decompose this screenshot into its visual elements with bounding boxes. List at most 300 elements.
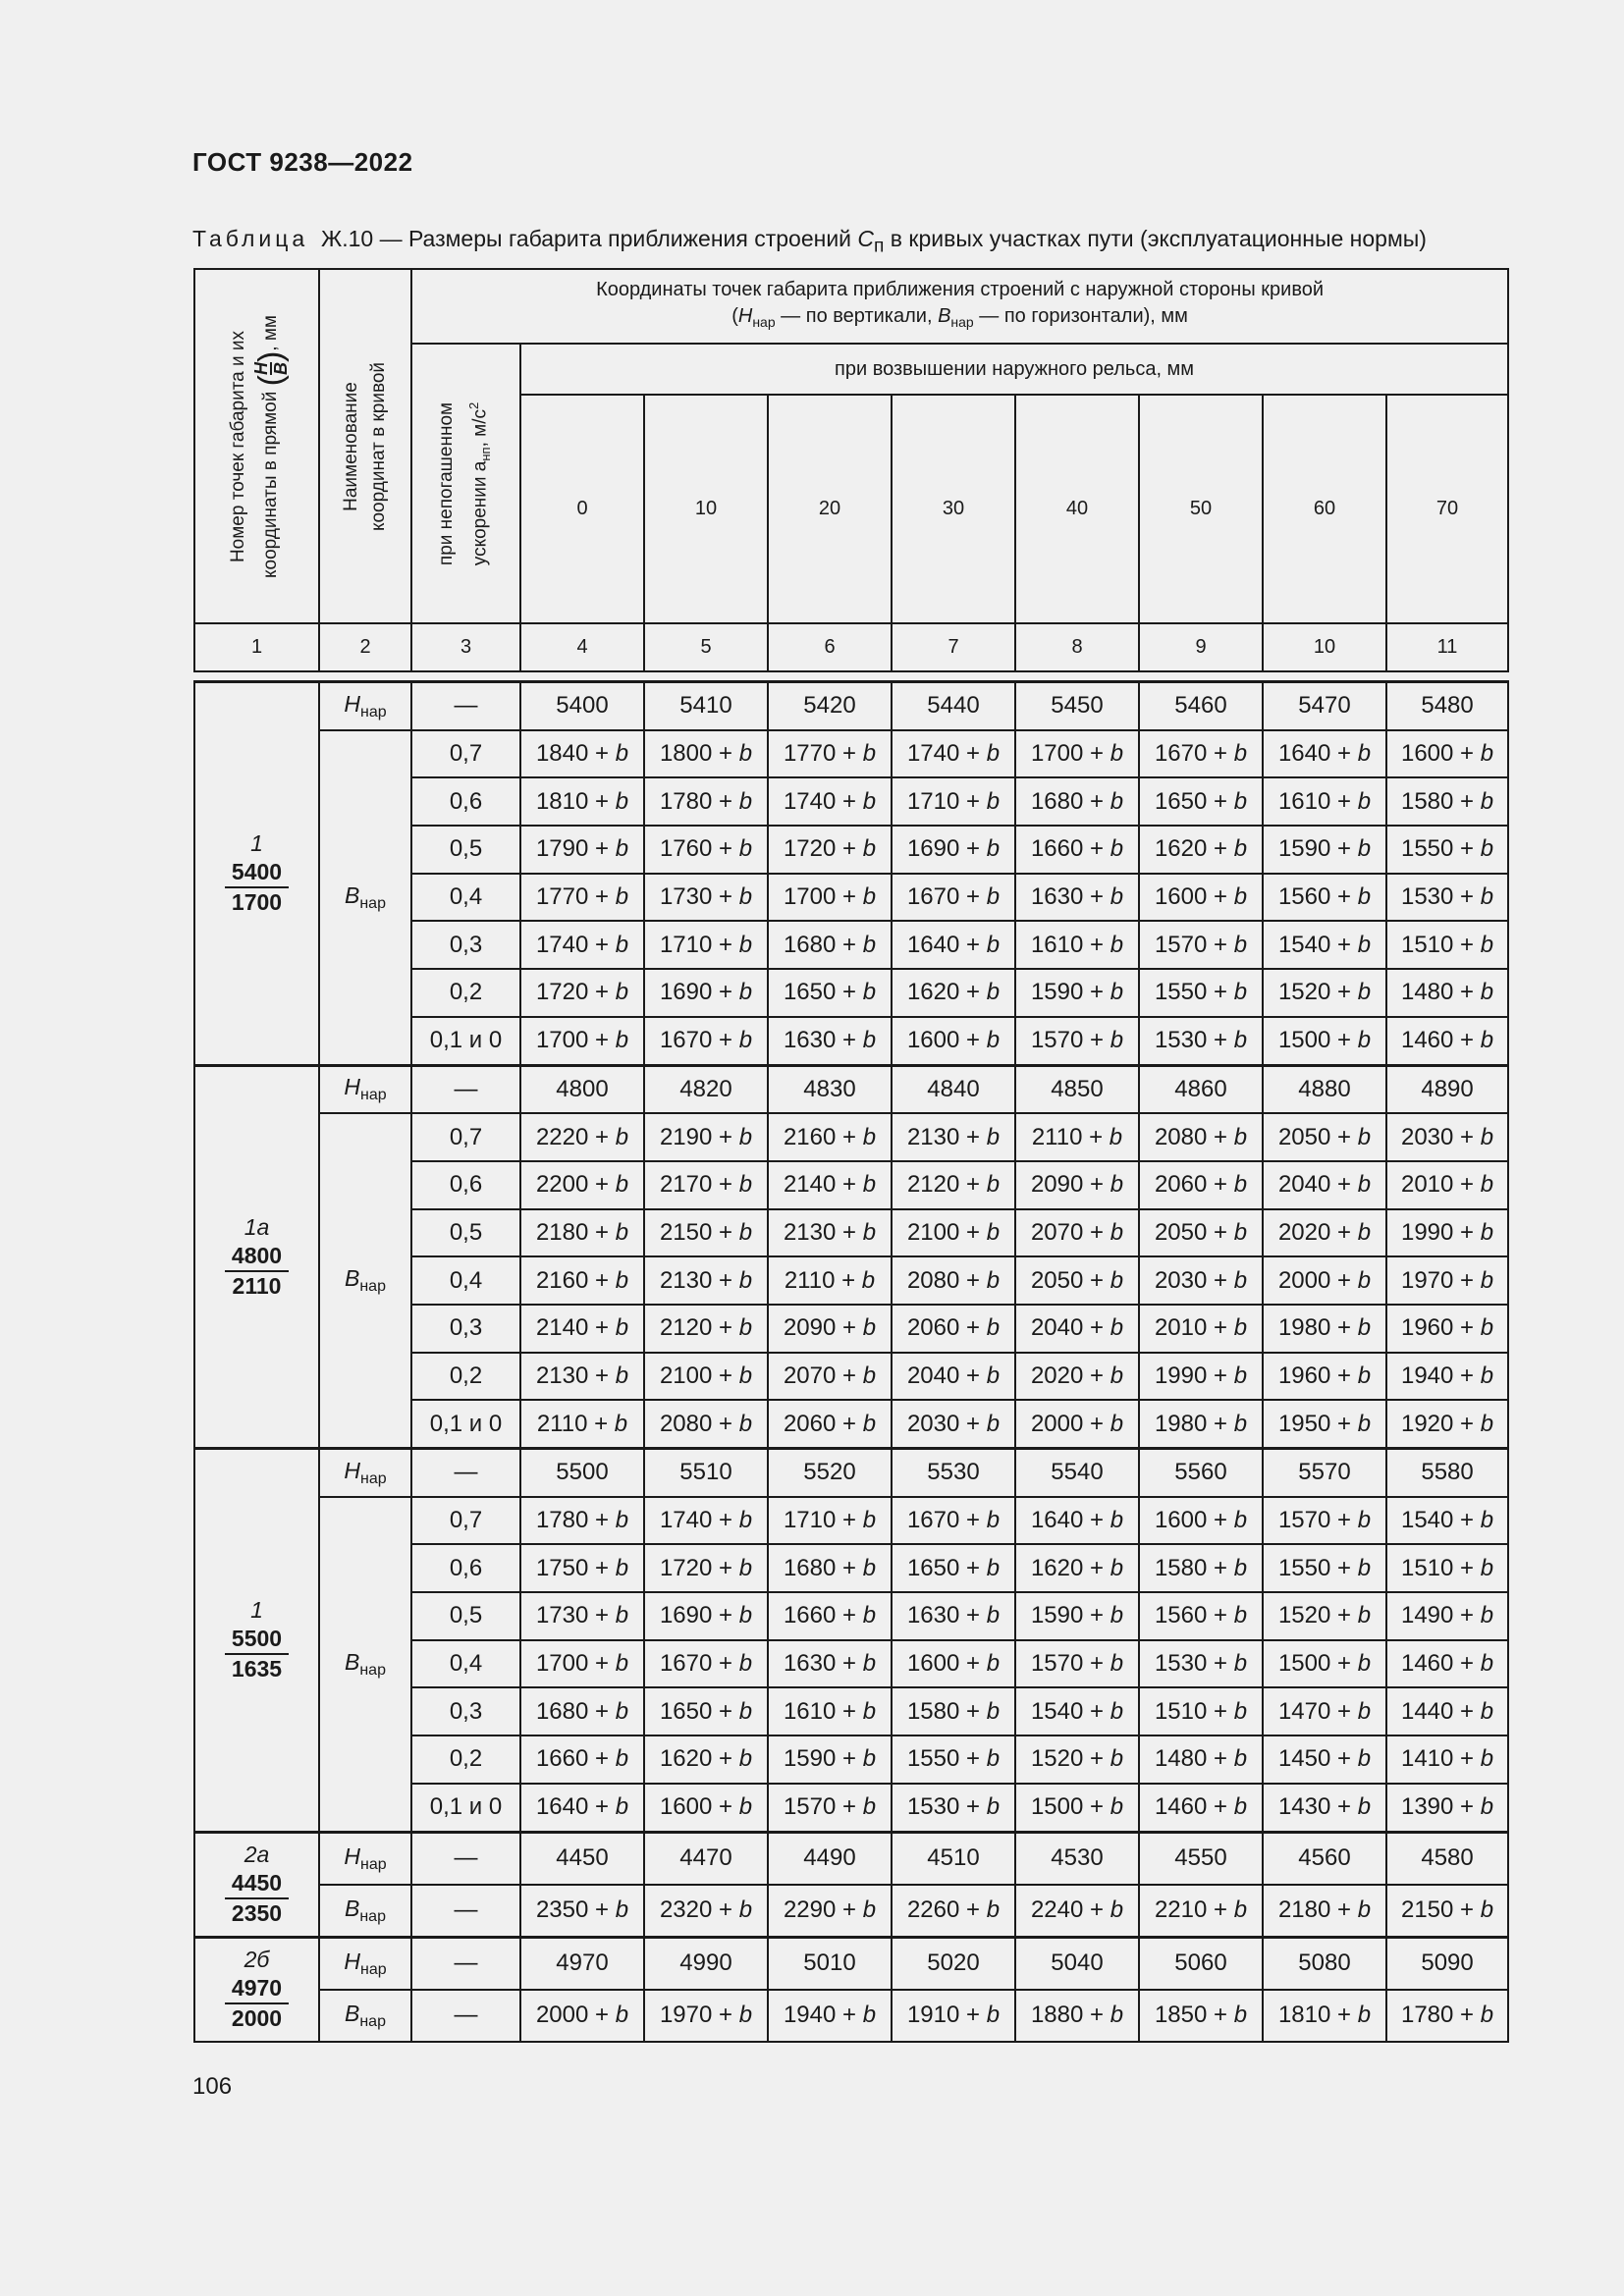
b-plus: +: [1453, 1697, 1481, 1725]
b-value-cell: [1139, 1544, 1263, 1592]
b-value-cell: [768, 826, 892, 874]
b-value: 1990: [1154, 1362, 1208, 1389]
b-variable: b: [1357, 787, 1372, 815]
column-number-4: 4: [520, 623, 644, 671]
b-value-cell: [1139, 1400, 1263, 1448]
b-variable: b: [986, 1218, 1001, 1246]
b-value: 2050: [1277, 1123, 1331, 1150]
b-variable: b: [615, 1123, 629, 1150]
b-variable: b: [986, 1554, 1001, 1581]
b-value-cell: [1386, 969, 1508, 1017]
b-variable: b: [1357, 2002, 1372, 2028]
b-value-cell: [1015, 921, 1139, 969]
b-plus: +: [836, 1554, 863, 1581]
table-row: [194, 1832, 1508, 1885]
b-value-cell: [1015, 1640, 1139, 1688]
b-plus: +: [588, 1266, 616, 1294]
b-value-cell: [1139, 969, 1263, 1017]
b-plus: +: [959, 835, 987, 863]
b-value: 1670: [1154, 740, 1208, 768]
b-plus: +: [1330, 1793, 1358, 1821]
b-plus: +: [959, 1793, 987, 1821]
h-value: 5080: [1263, 1937, 1386, 1990]
b-plus: +: [588, 1123, 616, 1150]
b-variable: b: [862, 1410, 877, 1437]
b-value: 1500: [1277, 1027, 1331, 1054]
coord-symbol: H: [344, 1948, 360, 1974]
b-value: 1480: [1154, 1745, 1208, 1773]
b-value: 2000: [1030, 1410, 1084, 1437]
header-group-mid: — по вертикали,: [775, 305, 939, 327]
h-value: 5010: [768, 1937, 892, 1990]
b-variable: b: [1357, 1650, 1372, 1678]
coord-symbol: H: [344, 1074, 360, 1100]
b-value-cell: [520, 1497, 644, 1545]
b-value: 2000: [1277, 1266, 1331, 1294]
b-variable: b: [1357, 1410, 1372, 1437]
b-value: 1660: [1030, 835, 1084, 863]
accel-dash: —: [411, 1449, 520, 1497]
b-plus: +: [588, 1554, 616, 1581]
b-plus: +: [712, 2002, 739, 2028]
table-row: [194, 682, 1508, 730]
b-variable: b: [738, 979, 753, 1006]
header-col2-text: Наименование координат в кривой: [341, 361, 389, 531]
coord-sub: нар: [359, 1907, 386, 1925]
b-variable: b: [1233, 1507, 1248, 1534]
b-value: 1640: [1277, 740, 1331, 768]
b-value-cell: [768, 1161, 892, 1209]
b-value: 1600: [659, 1793, 713, 1821]
point-label: [194, 1832, 319, 1937]
b-value: 1580: [1400, 787, 1454, 815]
point-label: [194, 1937, 319, 2042]
point-name: 1а: [244, 1213, 270, 1240]
accel-value: 0,6: [411, 777, 520, 826]
coord-label-h: [319, 1832, 411, 1885]
b-plus: +: [1330, 931, 1358, 958]
b-variable: b: [986, 1266, 1001, 1294]
h-value: 4580: [1386, 1832, 1508, 1885]
b-plus: +: [1083, 1027, 1110, 1054]
b-plus: +: [1453, 1793, 1481, 1821]
b-value: 1700: [783, 883, 837, 911]
b-value-cell: [892, 777, 1015, 826]
b-variable: b: [1233, 835, 1248, 863]
b-value-cell: [1263, 921, 1386, 969]
b-plus: +: [1453, 1410, 1481, 1437]
b-value: 1530: [1400, 883, 1454, 911]
b-variable: b: [615, 1171, 629, 1199]
b-value: 1460: [1400, 1027, 1454, 1054]
b-value-cell: [1386, 1497, 1508, 1545]
b-variable: b: [615, 1027, 629, 1054]
b-value: 1550: [1400, 835, 1454, 863]
b-variable: b: [738, 1507, 753, 1534]
b-variable: b: [862, 740, 877, 768]
b-plus: +: [1330, 1554, 1358, 1581]
b-value-cell: [1139, 1209, 1263, 1257]
b-plus: +: [712, 1793, 739, 1821]
b-value: 2160: [535, 1266, 589, 1294]
b-value-cell: [520, 1305, 644, 1353]
b-variable: b: [986, 740, 1001, 768]
b-value-cell: [1015, 1353, 1139, 1401]
b-plus: +: [1453, 1650, 1481, 1678]
header-elevation-0: 0: [520, 395, 644, 623]
b-variable: b: [615, 1314, 629, 1342]
b-value-cell: [1263, 1784, 1386, 1832]
b-value: 2020: [1030, 1362, 1084, 1389]
b-value-cell: [1263, 1687, 1386, 1735]
b-plus: +: [959, 979, 987, 1006]
b-value: 1920: [1400, 1410, 1454, 1437]
b-value-cell: [520, 1353, 644, 1401]
b-value: 2130: [906, 1123, 960, 1150]
b-value-cell: [1015, 1885, 1139, 1938]
b-value-cell: [1263, 1209, 1386, 1257]
b-plus: +: [712, 931, 739, 958]
b-variable: b: [986, 1697, 1001, 1725]
header-group-end: — по горизонтали), мм: [973, 305, 1188, 327]
b-value: 1740: [659, 1507, 713, 1534]
b-plus: +: [959, 883, 987, 911]
b-value: 1700: [535, 1027, 589, 1054]
b-variable: b: [1110, 1171, 1124, 1199]
b-variable: b: [986, 883, 1001, 911]
b-value: 1650: [659, 1697, 713, 1725]
b-plus: +: [1083, 1896, 1110, 1923]
b-value-cell: [1386, 730, 1508, 778]
b-plus: +: [712, 1171, 739, 1199]
b-variable: b: [1480, 1793, 1494, 1821]
point-name: 1: [250, 830, 263, 857]
b-variable: b: [1233, 1218, 1248, 1246]
b-value-cell: [520, 1544, 644, 1592]
b-plus: +: [1207, 787, 1234, 815]
b-plus: +: [959, 1650, 987, 1678]
b-value-cell: [1263, 1885, 1386, 1938]
b-plus: +: [1083, 1650, 1110, 1678]
b-value-cell: [520, 1784, 644, 1832]
coord-label-h: [319, 1065, 411, 1113]
b-variable: b: [1480, 1507, 1494, 1534]
b-plus: +: [959, 787, 987, 815]
b-value-cell: [520, 777, 644, 826]
b-value: 1590: [1277, 835, 1331, 863]
b-variable: b: [862, 1171, 877, 1199]
b-plus: +: [1453, 787, 1481, 815]
b-variable: b: [615, 1650, 629, 1678]
b-plus: +: [712, 835, 739, 863]
b-plus: +: [588, 1602, 616, 1629]
b-value: 1980: [1154, 1410, 1208, 1437]
b-value: 2100: [906, 1218, 960, 1246]
b-value-cell: [1139, 1885, 1263, 1938]
coord-sub: нар: [359, 703, 387, 721]
b-variable: b: [1233, 1314, 1248, 1342]
b-variable: b: [1233, 740, 1248, 768]
b-value-cell: [1263, 874, 1386, 922]
b-value: 1520: [1030, 1745, 1084, 1773]
b-value: 2090: [1030, 1171, 1084, 1199]
b-value-cell: [1139, 1687, 1263, 1735]
table-row: [194, 1497, 1508, 1545]
b-variable: b: [1357, 1697, 1372, 1725]
b-value-cell: [644, 1640, 768, 1688]
b-variable: b: [615, 1697, 629, 1725]
b-value-cell: [892, 1735, 1015, 1784]
b-plus: +: [588, 1745, 616, 1773]
h-value: 5090: [1386, 1937, 1508, 1990]
b-value-cell: [1263, 1400, 1386, 1448]
b-value: 1720: [783, 835, 837, 863]
b-plus: +: [588, 931, 616, 958]
column-number-8: 8: [1015, 623, 1139, 671]
h-value: 4470: [644, 1832, 768, 1885]
b-plus: +: [836, 1507, 863, 1534]
b-variable: b: [1357, 1362, 1372, 1389]
b-value-cell: [1386, 1017, 1508, 1065]
b-value: 2160: [783, 1123, 837, 1150]
b-plus: +: [959, 1602, 987, 1629]
b-value: 1560: [1277, 883, 1331, 911]
b-plus: +: [1083, 835, 1110, 863]
b-variable: b: [615, 931, 629, 958]
b-value: 1670: [906, 1507, 960, 1534]
coord-symbol: B: [345, 1265, 360, 1292]
b-plus: +: [712, 883, 739, 911]
b-plus: +: [959, 1554, 987, 1581]
b-value: 1730: [535, 1602, 589, 1629]
b-plus: +: [835, 1266, 862, 1294]
accel-value: 0,4: [411, 1640, 520, 1688]
b-value-cell: [1139, 1735, 1263, 1784]
b-value: 1540: [1030, 1697, 1084, 1725]
b-variable: b: [862, 1793, 877, 1821]
b-variable: b: [1480, 1896, 1494, 1923]
b-plus: +: [1083, 1266, 1110, 1294]
coord-sub: нар: [359, 1469, 387, 1487]
b-value-cell: [1263, 1640, 1386, 1688]
b-plus: +: [1083, 1362, 1110, 1389]
b-value-cell: [1139, 1305, 1263, 1353]
h-value: 4860: [1139, 1065, 1263, 1113]
b-plus: +: [588, 1697, 616, 1725]
b-variable: b: [1110, 2002, 1124, 2028]
accel-value: 0,7: [411, 1113, 520, 1161]
b-value-cell: [644, 1687, 768, 1735]
point-b-coord: 2000: [225, 2002, 289, 2033]
b-variable: b: [862, 883, 877, 911]
b-variable: b: [986, 979, 1001, 1006]
header-col1-line1: Номер точек габарита и их: [227, 330, 248, 562]
b-variable: b: [1480, 1650, 1494, 1678]
b-value-cell: [768, 1687, 892, 1735]
b-value: 2040: [1030, 1314, 1084, 1342]
b-value: 1530: [1154, 1027, 1208, 1054]
coord-label-h: [319, 1449, 411, 1497]
accel-value: 0,3: [411, 1687, 520, 1735]
b-value-cell: [768, 1735, 892, 1784]
b-plus: +: [712, 1602, 739, 1629]
b-value-cell: [644, 1497, 768, 1545]
point-h-coord: 4450: [231, 1870, 283, 1896]
b-value-cell: [520, 1209, 644, 1257]
b-value: 1570: [783, 1793, 837, 1821]
b-plus: +: [588, 1218, 616, 1246]
b-value-cell: [1139, 730, 1263, 778]
b-value: 1880: [1030, 2002, 1084, 2028]
header-col1: Номер точек габарита и их координаты в прямой ( H B ), мм: [194, 269, 319, 623]
b-value: 2060: [783, 1410, 837, 1437]
b-variable: b: [1110, 1554, 1124, 1581]
b-variable: b: [862, 1602, 877, 1629]
b-value: 1970: [1400, 1266, 1454, 1294]
b-plus: +: [836, 1697, 863, 1725]
b-plus: +: [1083, 1218, 1110, 1246]
b-value: 1410: [1400, 1745, 1454, 1773]
b-plus: +: [1207, 1896, 1234, 1923]
b-value-cell: [1386, 1990, 1508, 2042]
b-variable: b: [615, 740, 629, 768]
b-plus: +: [1083, 1410, 1110, 1437]
b-variable: b: [738, 1027, 753, 1054]
header-col3-sup: 2: [465, 401, 481, 409]
b-plus: +: [1330, 1650, 1358, 1678]
b-plus: +: [1330, 835, 1358, 863]
b-plus: +: [1083, 1602, 1110, 1629]
b-variable: b: [738, 1171, 753, 1199]
b-value-cell: [1015, 1497, 1139, 1545]
b-value-cell: [1015, 1735, 1139, 1784]
b-value: 2060: [906, 1314, 960, 1342]
b-plus: +: [1330, 1218, 1358, 1246]
b-plus: +: [1207, 1218, 1234, 1246]
b-plus: +: [836, 1218, 863, 1246]
b-value: 1580: [1154, 1554, 1208, 1581]
point-b-coord: 1700: [225, 886, 289, 917]
b-value: 1620: [1154, 835, 1208, 863]
b-value: 1450: [1277, 1745, 1331, 1773]
b-plus: +: [836, 883, 863, 911]
b-value-cell: [1015, 1687, 1139, 1735]
b-plus: +: [1453, 1745, 1481, 1773]
b-plus: +: [959, 740, 987, 768]
b-plus: +: [1330, 1602, 1358, 1629]
b-variable: b: [986, 787, 1001, 815]
b-value: 1940: [1400, 1362, 1454, 1389]
b-value-cell: [520, 1885, 644, 1938]
b-value-cell: [1386, 826, 1508, 874]
b-plus: +: [712, 1410, 739, 1437]
b-variable: b: [738, 1896, 753, 1923]
b-value: 1740: [906, 740, 960, 768]
table-caption: [192, 226, 1427, 258]
b-value-cell: [1015, 1161, 1139, 1209]
b-variable: b: [738, 2002, 753, 2028]
b-value: 2020: [1277, 1218, 1331, 1246]
h-value: 5560: [1139, 1449, 1263, 1497]
b-variable: b: [615, 1602, 629, 1629]
b-value: 1460: [1400, 1650, 1454, 1678]
b-variable: b: [615, 787, 629, 815]
b-variable: b: [986, 931, 1001, 958]
b-value-cell: [520, 826, 644, 874]
b-plus: +: [712, 1362, 739, 1389]
b-value-cell: [1386, 1400, 1508, 1448]
b-plus: +: [588, 1896, 616, 1923]
header-col3-sub: нп: [477, 446, 493, 461]
b-value-cell: [644, 1209, 768, 1257]
b-value-cell: [892, 1256, 1015, 1305]
b-variable: b: [1233, 2002, 1248, 2028]
b-variable: b: [1233, 931, 1248, 958]
b-variable: b: [1480, 979, 1494, 1006]
b-plus: +: [1330, 1697, 1358, 1725]
b-value-cell: [892, 1353, 1015, 1401]
point-name: 2а: [244, 1842, 270, 1867]
accel-value: —: [411, 1885, 520, 1938]
b-plus: +: [1453, 1171, 1481, 1199]
b-value: 1700: [1030, 740, 1084, 768]
b-variable: b: [1480, 1314, 1494, 1342]
caption-number: Ж.10: [320, 226, 374, 251]
b-plus: +: [1330, 883, 1358, 911]
b-plus: +: [712, 740, 739, 768]
b-variable: b: [1357, 1171, 1372, 1199]
b-variable: b: [1110, 1218, 1124, 1246]
column-number-5: 5: [644, 623, 768, 671]
h-value: 5440: [892, 682, 1015, 730]
b-plus: +: [959, 1314, 987, 1342]
b-value: 1660: [535, 1745, 589, 1773]
b-value: 1560: [1154, 1602, 1208, 1629]
b-value: 1460: [1154, 1793, 1208, 1821]
b-variable: b: [615, 1554, 629, 1581]
b-plus: +: [1453, 1554, 1481, 1581]
b-plus: +: [712, 1896, 739, 1923]
b-variable: b: [862, 1362, 877, 1389]
b-value: 1740: [535, 931, 589, 958]
caption-symbol-sub: п: [874, 236, 885, 257]
h-value: 5500: [520, 1449, 644, 1497]
b-value: 2110: [784, 1266, 836, 1294]
b-value-cell: [644, 1017, 768, 1065]
b-value: 1510: [1400, 1554, 1454, 1581]
b-variable: b: [1357, 1507, 1372, 1534]
b-value-cell: [520, 1687, 644, 1735]
header-elevation-4: 40: [1015, 395, 1139, 623]
b-value-cell: [1263, 826, 1386, 874]
h-value: 5400: [520, 682, 644, 730]
b-value-cell: [892, 1784, 1015, 1832]
accel-value: 0,2: [411, 1353, 520, 1401]
b-plus: +: [1453, 1314, 1481, 1342]
b-value-cell: [520, 1113, 644, 1161]
b-variable: b: [1110, 740, 1124, 768]
b-value: 2010: [1154, 1314, 1208, 1342]
header-group-b: B: [938, 305, 951, 327]
accel-value: 0,6: [411, 1161, 520, 1209]
b-value-cell: [644, 1400, 768, 1448]
b-value: 1690: [659, 979, 713, 1006]
b-value-cell: [768, 969, 892, 1017]
coord-symbol: B: [345, 881, 360, 908]
b-plus: +: [1453, 1027, 1481, 1054]
coord-sub: нар: [359, 1278, 386, 1296]
b-value-cell: [520, 1256, 644, 1305]
